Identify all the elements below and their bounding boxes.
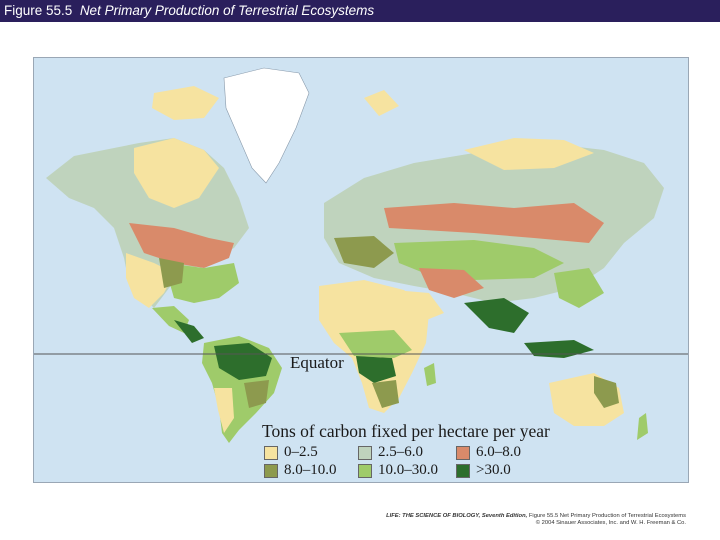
legend-label: 8.0–10.0 [284,462,337,478]
credit-line-1 [318,513,686,519]
legend-swatch [456,464,470,478]
map-canvas [34,58,688,482]
legend-label: >30.0 [476,462,511,478]
legend-label: 10.0–30.0 [378,462,438,478]
legend-item-10.0-30.0 [358,462,438,479]
legend-item-6.0-8.0 [456,444,521,461]
credit-figure: Figure 55.5 Net Primary Production of Terrestrial Ecosystems [528,513,686,519]
slide-title-bar [0,0,720,22]
legend-label: 2.5–6.0 [378,444,423,460]
legend-item-30-plus [456,462,511,479]
equator-label: Equator [290,353,344,372]
legend-item-8.0-10.0 [264,462,337,479]
legend-swatch [456,446,470,460]
figure-number: Figure 55.5 [4,3,73,18]
credit-book-title: LIFE: THE SCIENCE OF BIOLOGY, Seventh Edition, [386,513,528,519]
slide-title [4,3,374,18]
legend-title: Tons of carbon fixed per hectare per year [262,421,550,441]
legend-swatch [358,446,372,460]
world-npp-map [33,57,689,483]
legend-label: 0–2.5 [284,444,318,460]
figure-caption: Net Primary Production of Terrestrial Ecosystems [79,3,375,18]
legend-label: 6.0–8.0 [476,444,521,460]
legend-item-2.5-6.0 [358,444,423,461]
legend-swatch [264,464,278,478]
credit-line-2: © 2004 Sinauer Associates, Inc. and W. H. Freeman & Co. [535,520,686,526]
legend-swatch [264,446,278,460]
legend-item-0-2.5 [264,444,318,461]
legend-swatch [358,464,372,478]
